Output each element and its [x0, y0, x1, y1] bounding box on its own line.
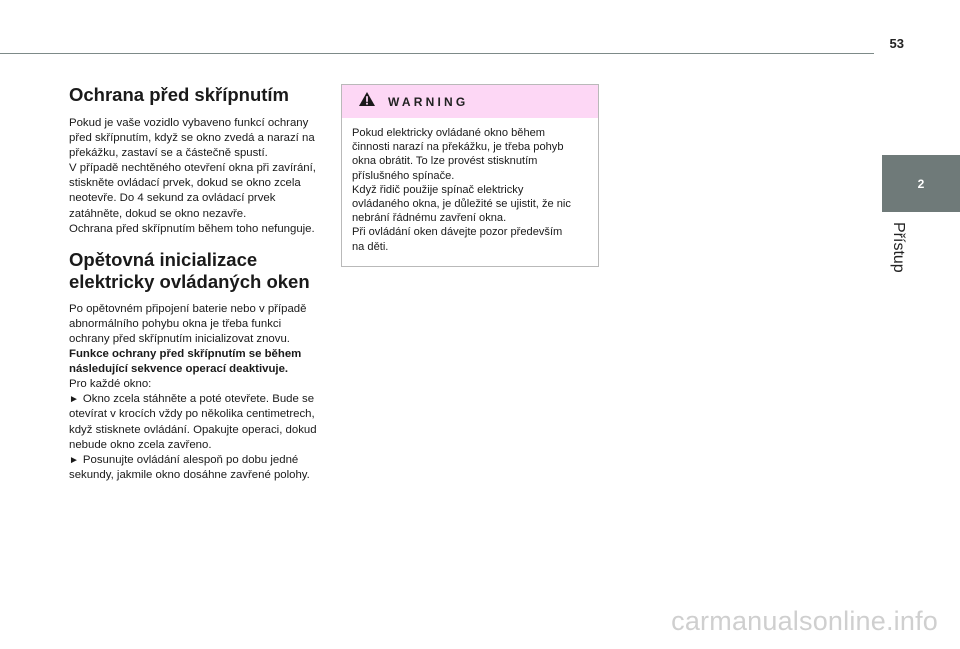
text-line: před skřípnutím, když se okno zvedá a narazí na — [69, 132, 315, 145]
section-title-reinit-line1: Opětovná inicializace — [69, 248, 258, 270]
text-line: Pokud elektricky ovládané okno během — [352, 127, 546, 139]
text-line: Při ovládání oken dávejte pozor především — [352, 226, 563, 239]
text-line: nebrání řádnému zavření okna. — [352, 212, 507, 225]
text-line: zatáhněte, dokud se okno nezavře. — [69, 207, 247, 220]
text-line: když stisknete ovládání. Opakujte operaci, dokud — [69, 423, 317, 436]
text-line: okna obrátit. To lze provést stisknutím — [352, 155, 538, 168]
text-line: otevírat v krocích vždy po několika centimetrech, — [69, 408, 315, 421]
chapter-label: Přístup — [890, 222, 907, 273]
text-line: Pokud je vaše vozidlo vybaveno funkcí ochrany — [69, 117, 309, 129]
chapter-number: 2 — [917, 176, 925, 191]
arrow-icon: ► — [69, 454, 79, 466]
text-line: ovládaného okna, je důležité se ujistit, že nic — [352, 198, 571, 211]
text-line: překážku, zastaví se a částečně spustí. — [69, 147, 268, 160]
page-number: 53 — [889, 36, 904, 51]
warning-box — [341, 84, 599, 267]
text-line: abnormálního pohybu okna je třeba funkci — [69, 317, 282, 330]
text-line: činnosti narazí na překážku, je třeba pohyb — [352, 141, 564, 154]
anti-pinch-text — [69, 116, 334, 237]
text-line: ochrany před skřípnutím inicializovat znovu. — [69, 332, 290, 345]
text-line: sekundy, jakmile okno dosáhne zavřené polohy. — [69, 468, 310, 481]
section-title-reinit — [69, 249, 334, 293]
section-title-reinit-line2: elektricky ovládaných oken — [69, 270, 310, 292]
text-line: Ochrana před skřípnutím během toho nefunguje. — [69, 222, 315, 235]
arrow-icon: ► — [69, 394, 79, 406]
text-line: na děti. — [352, 240, 389, 253]
left-column — [69, 84, 334, 483]
warning-title: WARNING — [388, 94, 469, 109]
warning-header — [342, 85, 598, 118]
chapter-label-container — [876, 222, 920, 282]
text-line: Když řidič použije spínač elektricky — [352, 183, 524, 196]
text-line: Pro každé okno: — [69, 378, 152, 391]
warning-triangle-icon — [358, 91, 376, 112]
text-line: Po opětovném připojení baterie nebo v případě — [69, 302, 307, 315]
text-line: nebude okno zcela zavřeno. — [69, 438, 212, 451]
text-line: neotevře. Do 4 sekund za ovládací prvek — [69, 192, 276, 205]
bold-text-line: Funkce ochrany před skřípnutím se během — [69, 348, 302, 361]
text-line: příslušného spínače. — [352, 169, 455, 182]
text-line: Posunujte ovládání alespoň po dobu jedné — [82, 453, 299, 466]
section-title-anti-pinch: Ochrana před skřípnutím — [69, 84, 289, 105]
chapter-tab[interactable] — [882, 155, 960, 212]
reinit-text — [69, 302, 334, 483]
text-line: V případě nechtěného otevření okna při zavírání, — [69, 162, 316, 175]
text-line: stiskněte ovládací prvek, dokud se okno zcela — [69, 177, 301, 190]
step-1 — [69, 392, 334, 407]
header-divider — [0, 53, 874, 54]
warning-body — [342, 118, 598, 254]
step-2 — [69, 453, 334, 468]
text-line: Okno zcela stáhněte a poté otevřete. Bude se — [82, 393, 315, 406]
bold-text-line: následující sekvence operací deaktivuje. — [69, 363, 289, 376]
watermark: carmanualsonline.info — [671, 606, 938, 636]
